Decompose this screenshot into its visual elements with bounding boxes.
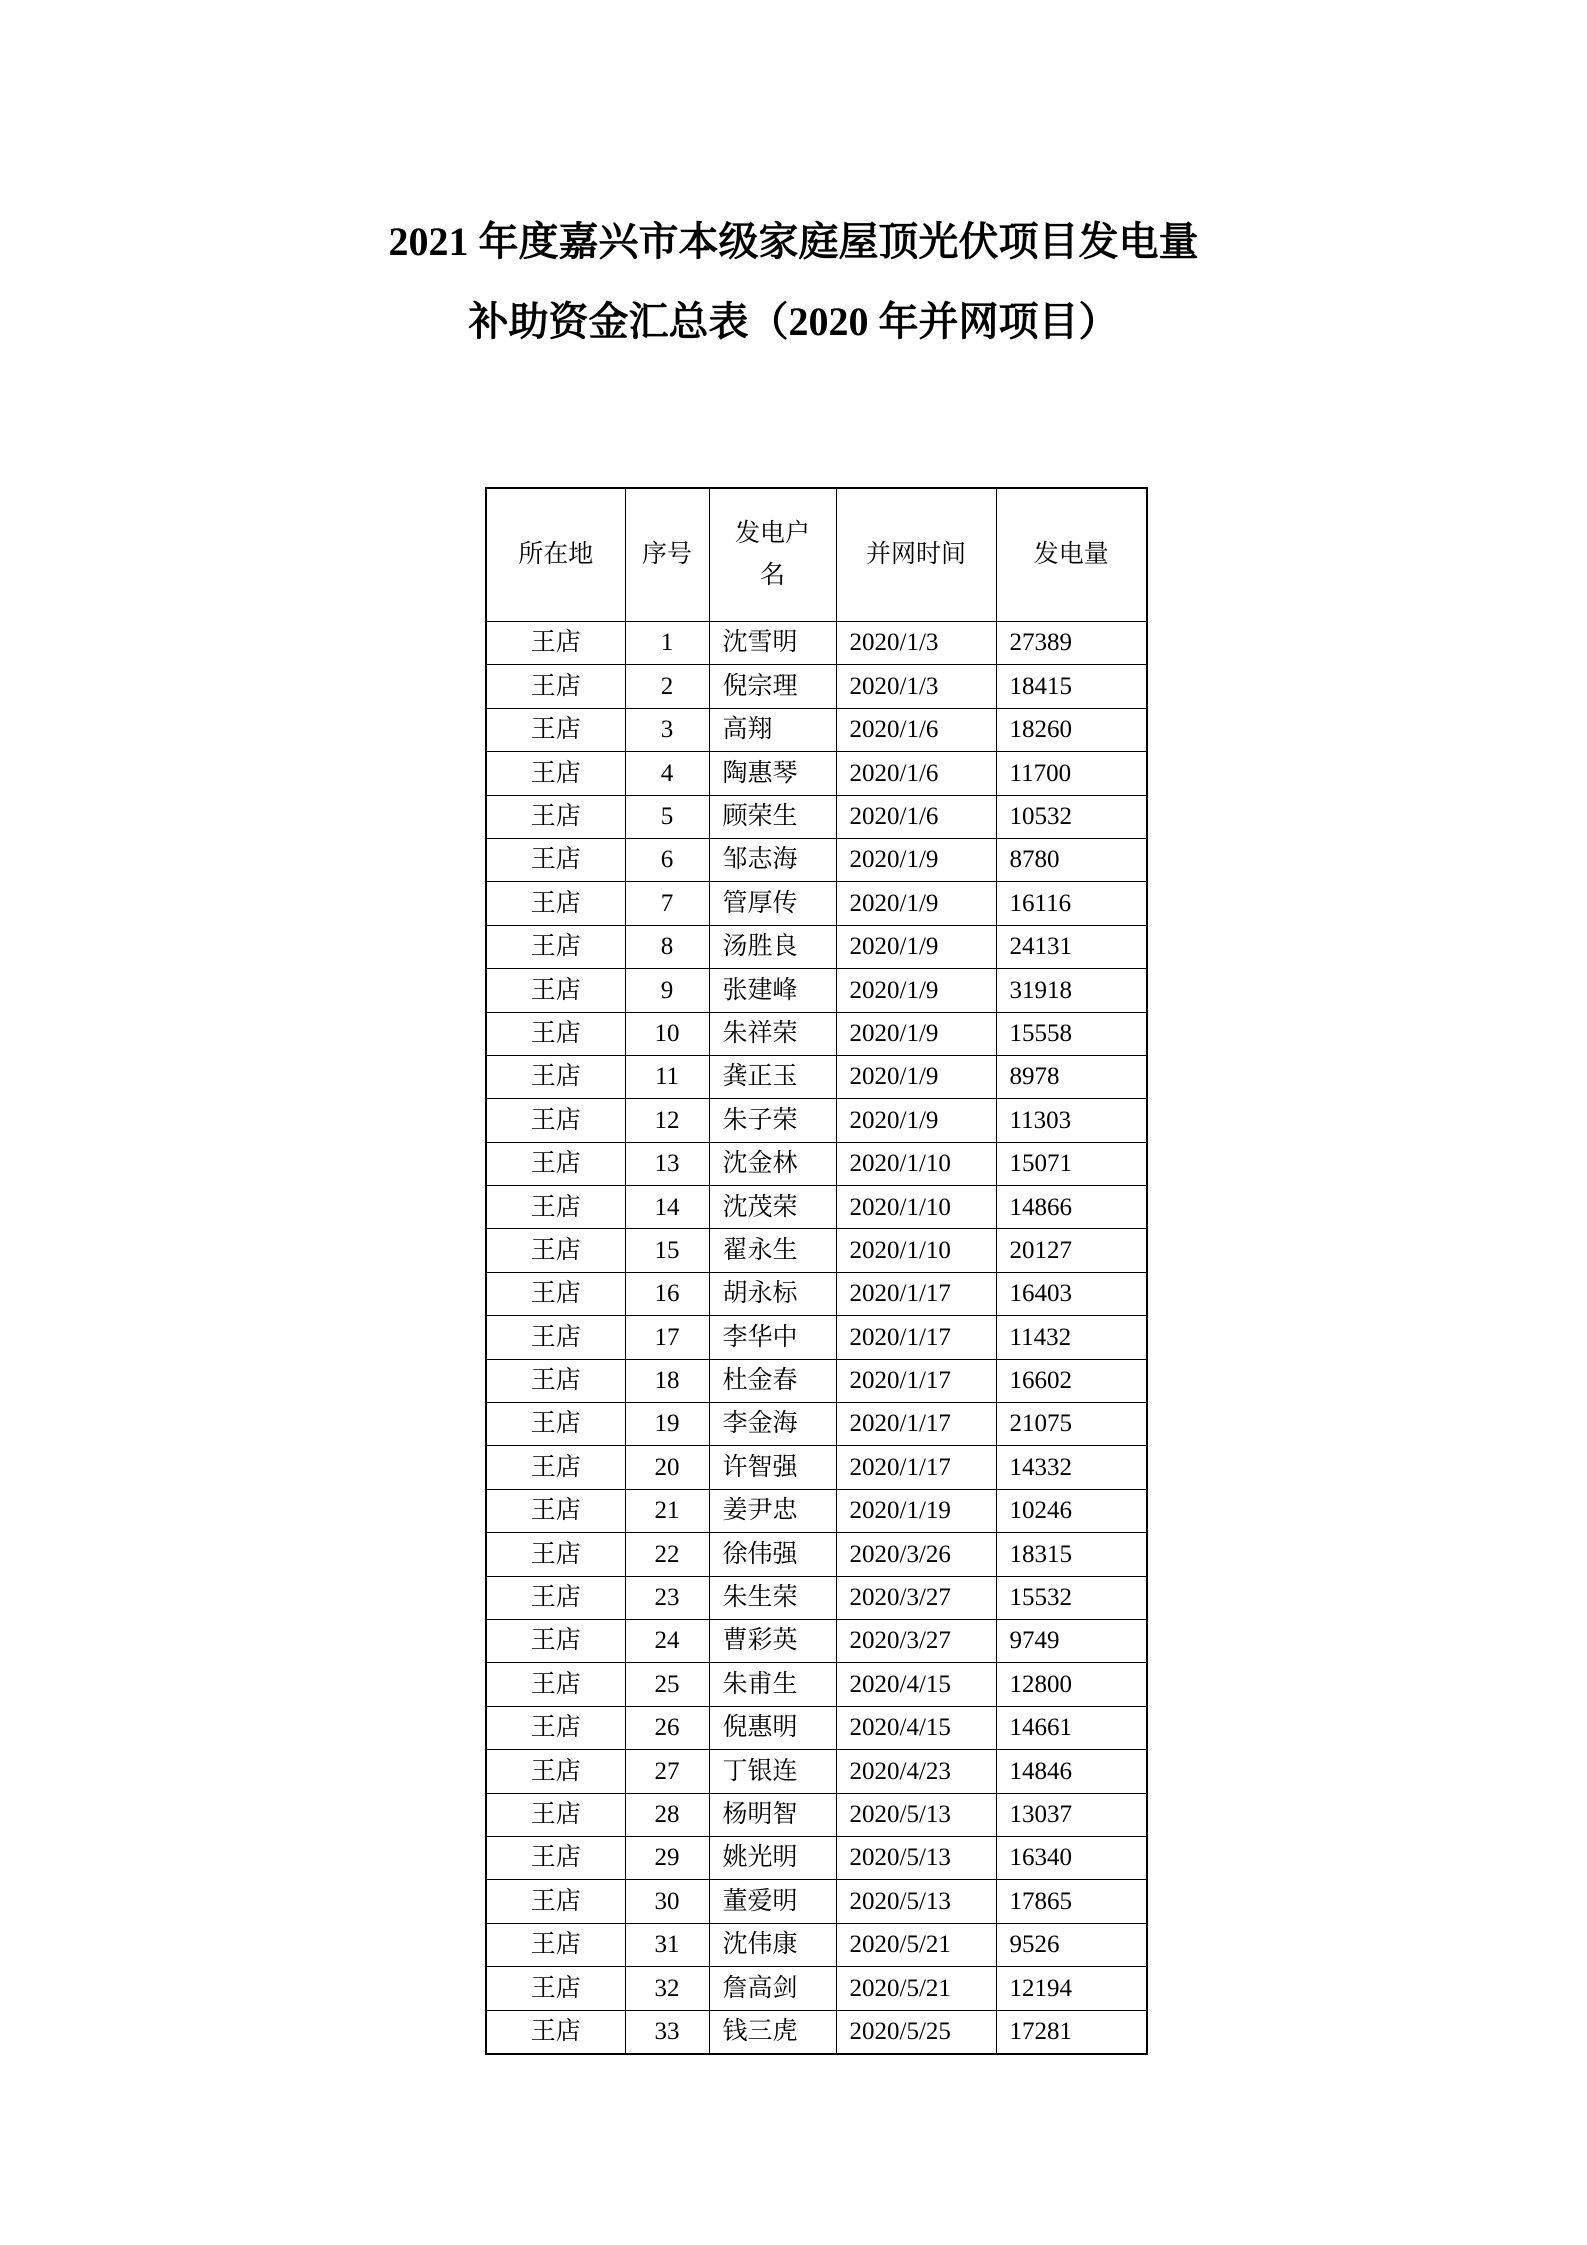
cell-grid-date: 2020/1/17 (836, 1446, 996, 1489)
table-row (486, 1489, 1147, 1532)
cell-index: 18 (625, 1359, 709, 1402)
cell-output: 11303 (996, 1099, 1147, 1142)
cell-location: 王店 (486, 2010, 625, 2054)
cell-output: 13037 (996, 1793, 1147, 1836)
table-header (486, 488, 1147, 622)
cell-location: 王店 (486, 1967, 625, 2010)
table-row (486, 1793, 1147, 1836)
cell-location: 王店 (486, 1446, 625, 1489)
cell-index: 28 (625, 1793, 709, 1836)
cell-name: 姜尹忠 (709, 1489, 836, 1532)
cell-name: 沈茂荣 (709, 1186, 836, 1229)
table-row (486, 1967, 1147, 2010)
cell-index: 22 (625, 1533, 709, 1576)
cell-index: 32 (625, 1967, 709, 2010)
table-container (485, 487, 1587, 2055)
cell-name: 李华中 (709, 1316, 836, 1359)
table-body (486, 622, 1147, 2054)
cell-location: 王店 (486, 795, 625, 838)
cell-output: 14846 (996, 1750, 1147, 1793)
cell-location: 王店 (486, 752, 625, 795)
header-grid-date: 并网时间 (836, 488, 996, 622)
cell-grid-date: 2020/1/19 (836, 1489, 996, 1532)
cell-index: 3 (625, 708, 709, 751)
cell-index: 14 (625, 1186, 709, 1229)
cell-index: 1 (625, 622, 709, 665)
cell-grid-date: 2020/5/21 (836, 1923, 996, 1966)
cell-grid-date: 2020/1/9 (836, 1055, 996, 1098)
cell-location: 王店 (486, 969, 625, 1012)
cell-location: 王店 (486, 1055, 625, 1098)
table-row (486, 1619, 1147, 1662)
cell-location: 王店 (486, 882, 625, 925)
cell-location: 王店 (486, 1229, 625, 1272)
cell-index: 29 (625, 1836, 709, 1879)
cell-name: 胡永标 (709, 1272, 836, 1315)
cell-index: 6 (625, 838, 709, 881)
cell-output: 15532 (996, 1576, 1147, 1619)
cell-index: 24 (625, 1619, 709, 1662)
cell-location: 王店 (486, 1836, 625, 1879)
cell-output: 17865 (996, 1880, 1147, 1923)
cell-name: 翟永生 (709, 1229, 836, 1272)
cell-location: 王店 (486, 1403, 625, 1446)
cell-location: 王店 (486, 1576, 625, 1619)
table-row (486, 2010, 1147, 2054)
cell-grid-date: 2020/5/13 (836, 1793, 996, 1836)
cell-index: 20 (625, 1446, 709, 1489)
cell-grid-date: 2020/1/17 (836, 1359, 996, 1402)
header-row (486, 488, 1147, 622)
cell-name: 沈伟康 (709, 1923, 836, 1966)
cell-name: 詹高剑 (709, 1967, 836, 2010)
cell-output: 15071 (996, 1142, 1147, 1185)
table-row (486, 1099, 1147, 1142)
cell-location: 王店 (486, 1533, 625, 1576)
table-row (486, 1055, 1147, 1098)
cell-grid-date: 2020/5/25 (836, 2010, 996, 2054)
subsidy-table (485, 487, 1148, 2055)
cell-name: 钱三虎 (709, 2010, 836, 2054)
cell-name: 沈雪明 (709, 622, 836, 665)
cell-index: 16 (625, 1272, 709, 1315)
cell-output: 14332 (996, 1446, 1147, 1489)
table-row (486, 1836, 1147, 1879)
table-row (486, 1403, 1147, 1446)
cell-grid-date: 2020/1/9 (836, 1012, 996, 1055)
cell-output: 11700 (996, 752, 1147, 795)
cell-output: 18415 (996, 665, 1147, 708)
cell-grid-date: 2020/5/13 (836, 1836, 996, 1879)
cell-output: 18315 (996, 1533, 1147, 1576)
table-row (486, 1576, 1147, 1619)
cell-name: 杨明智 (709, 1793, 836, 1836)
cell-name: 朱生荣 (709, 1576, 836, 1619)
cell-output: 18260 (996, 708, 1147, 751)
cell-output: 12800 (996, 1663, 1147, 1706)
table-row (486, 1142, 1147, 1185)
cell-index: 4 (625, 752, 709, 795)
cell-location: 王店 (486, 1663, 625, 1706)
cell-index: 8 (625, 925, 709, 968)
cell-grid-date: 2020/3/27 (836, 1619, 996, 1662)
cell-name: 姚光明 (709, 1836, 836, 1879)
table-row (486, 1750, 1147, 1793)
header-location: 所在地 (486, 488, 625, 622)
cell-grid-date: 2020/1/10 (836, 1142, 996, 1185)
cell-output: 9526 (996, 1923, 1147, 1966)
cell-location: 王店 (486, 838, 625, 881)
cell-grid-date: 2020/1/3 (836, 622, 996, 665)
cell-location: 王店 (486, 1880, 625, 1923)
table-row (486, 882, 1147, 925)
table-row (486, 1446, 1147, 1489)
cell-grid-date: 2020/1/9 (836, 838, 996, 881)
cell-index: 10 (625, 1012, 709, 1055)
table-row (486, 795, 1147, 838)
cell-location: 王店 (486, 1359, 625, 1402)
table-row (486, 665, 1147, 708)
cell-name: 丁银连 (709, 1750, 836, 1793)
cell-output: 11432 (996, 1316, 1147, 1359)
table-row (486, 969, 1147, 1012)
cell-output: 14661 (996, 1706, 1147, 1749)
cell-index: 5 (625, 795, 709, 838)
header-index: 序号 (625, 488, 709, 622)
cell-name: 徐伟强 (709, 1533, 836, 1576)
cell-grid-date: 2020/1/6 (836, 795, 996, 838)
cell-grid-date: 2020/3/27 (836, 1576, 996, 1619)
cell-grid-date: 2020/5/21 (836, 1967, 996, 2010)
cell-location: 王店 (486, 1142, 625, 1185)
cell-name: 李金海 (709, 1403, 836, 1446)
cell-index: 30 (625, 1880, 709, 1923)
cell-index: 27 (625, 1750, 709, 1793)
cell-index: 19 (625, 1403, 709, 1446)
table-row (486, 752, 1147, 795)
cell-grid-date: 2020/1/17 (836, 1403, 996, 1446)
cell-grid-date: 2020/4/23 (836, 1750, 996, 1793)
cell-location: 王店 (486, 1706, 625, 1749)
cell-output: 8780 (996, 838, 1147, 881)
cell-name: 管厚传 (709, 882, 836, 925)
table-row (486, 622, 1147, 665)
cell-location: 王店 (486, 1923, 625, 1966)
cell-name: 朱甫生 (709, 1663, 836, 1706)
cell-index: 23 (625, 1576, 709, 1619)
cell-index: 33 (625, 2010, 709, 2054)
table-row (486, 1229, 1147, 1272)
cell-grid-date: 2020/3/26 (836, 1533, 996, 1576)
cell-output: 16116 (996, 882, 1147, 925)
cell-name: 倪惠明 (709, 1706, 836, 1749)
header-output: 发电量 (996, 488, 1147, 622)
cell-output: 16602 (996, 1359, 1147, 1402)
cell-name: 许智强 (709, 1446, 836, 1489)
cell-output: 9749 (996, 1619, 1147, 1662)
cell-index: 2 (625, 665, 709, 708)
cell-location: 王店 (486, 925, 625, 968)
header-name: 发电户名 (709, 488, 836, 622)
cell-index: 9 (625, 969, 709, 1012)
cell-name: 龚正玉 (709, 1055, 836, 1098)
cell-grid-date: 2020/5/13 (836, 1880, 996, 1923)
cell-output: 14866 (996, 1186, 1147, 1229)
cell-grid-date: 2020/1/6 (836, 708, 996, 751)
cell-grid-date: 2020/1/10 (836, 1186, 996, 1229)
table-row (486, 925, 1147, 968)
cell-output: 10246 (996, 1489, 1147, 1532)
table-row (486, 1316, 1147, 1359)
cell-location: 王店 (486, 1316, 625, 1359)
cell-grid-date: 2020/1/3 (836, 665, 996, 708)
cell-index: 11 (625, 1055, 709, 1098)
cell-grid-date: 2020/1/6 (836, 752, 996, 795)
cell-index: 7 (625, 882, 709, 925)
cell-output: 31918 (996, 969, 1147, 1012)
table-row (486, 1663, 1147, 1706)
table-row (486, 1272, 1147, 1315)
cell-location: 王店 (486, 1619, 625, 1662)
cell-output: 17281 (996, 2010, 1147, 2054)
cell-location: 王店 (486, 1099, 625, 1142)
table-row (486, 708, 1147, 751)
cell-name: 高翔 (709, 708, 836, 751)
cell-index: 25 (625, 1663, 709, 1706)
cell-index: 21 (625, 1489, 709, 1532)
cell-name: 邹志海 (709, 838, 836, 881)
cell-output: 24131 (996, 925, 1147, 968)
table-row (486, 1186, 1147, 1229)
cell-grid-date: 2020/1/9 (836, 1099, 996, 1142)
cell-output: 8978 (996, 1055, 1147, 1098)
page-title (0, 202, 1587, 362)
table-row (486, 838, 1147, 881)
cell-grid-date: 2020/4/15 (836, 1706, 996, 1749)
cell-output: 15558 (996, 1012, 1147, 1055)
table-row (486, 1923, 1147, 1966)
cell-output: 20127 (996, 1229, 1147, 1272)
cell-output: 21075 (996, 1403, 1147, 1446)
cell-name: 汤胜良 (709, 925, 836, 968)
cell-name: 沈金林 (709, 1142, 836, 1185)
cell-grid-date: 2020/1/9 (836, 925, 996, 968)
cell-location: 王店 (486, 665, 625, 708)
table-row (486, 1880, 1147, 1923)
cell-location: 王店 (486, 1186, 625, 1229)
cell-output: 27389 (996, 622, 1147, 665)
cell-name: 董爱明 (709, 1880, 836, 1923)
cell-grid-date: 2020/1/9 (836, 882, 996, 925)
table-row (486, 1012, 1147, 1055)
cell-grid-date: 2020/1/17 (836, 1272, 996, 1315)
cell-output: 16403 (996, 1272, 1147, 1315)
cell-index: 26 (625, 1706, 709, 1749)
cell-index: 17 (625, 1316, 709, 1359)
cell-name: 朱子荣 (709, 1099, 836, 1142)
cell-name: 张建峰 (709, 969, 836, 1012)
cell-grid-date: 2020/1/17 (836, 1316, 996, 1359)
title-line-2: 补助资金汇总表（2020 年并网项目） (468, 299, 1119, 344)
cell-name: 顾荣生 (709, 795, 836, 838)
cell-index: 13 (625, 1142, 709, 1185)
cell-name: 杜金春 (709, 1359, 836, 1402)
table-row (486, 1533, 1147, 1576)
cell-output: 10532 (996, 795, 1147, 838)
cell-location: 王店 (486, 708, 625, 751)
cell-location: 王店 (486, 622, 625, 665)
table-row (486, 1359, 1147, 1402)
cell-output: 16340 (996, 1836, 1147, 1879)
cell-name: 朱祥荣 (709, 1012, 836, 1055)
cell-index: 15 (625, 1229, 709, 1272)
cell-grid-date: 2020/1/10 (836, 1229, 996, 1272)
cell-location: 王店 (486, 1489, 625, 1532)
cell-grid-date: 2020/1/9 (836, 969, 996, 1012)
cell-index: 31 (625, 1923, 709, 1966)
cell-grid-date: 2020/4/15 (836, 1663, 996, 1706)
table-row (486, 1706, 1147, 1749)
title-line-1: 2021 年度嘉兴市本级家庭屋顶光伏项目发电量 (388, 219, 1199, 264)
cell-name: 陶惠琴 (709, 752, 836, 795)
cell-location: 王店 (486, 1272, 625, 1315)
cell-name: 倪宗理 (709, 665, 836, 708)
cell-output: 12194 (996, 1967, 1147, 2010)
cell-name: 曹彩英 (709, 1619, 836, 1662)
cell-index: 12 (625, 1099, 709, 1142)
cell-location: 王店 (486, 1793, 625, 1836)
cell-location: 王店 (486, 1012, 625, 1055)
cell-location: 王店 (486, 1750, 625, 1793)
